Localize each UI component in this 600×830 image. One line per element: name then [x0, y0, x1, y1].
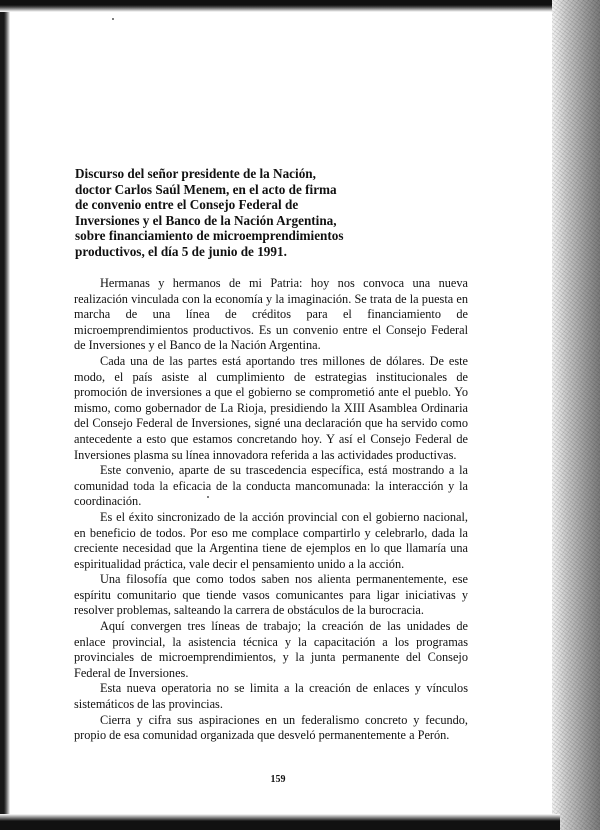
body-paragraph: Aquí convergen tres líneas de trabajo; la creación de las unidades de enlace provincial, la asistencia técnica y la capacitación a los programas provinciales de microemprendimientos, y la junta permanente del Consejo Federal de Inversiones.: [74, 619, 468, 680]
title-line: sobre financiamiento de microemprendimientos: [75, 228, 344, 244]
title-line: de convenio entre el Consejo Federal de: [75, 197, 299, 213]
scan-speck: [112, 18, 114, 20]
speech-title: [75, 166, 375, 260]
page-number: 159: [270, 774, 286, 785]
body-paragraph: Cada una de las partes está aportando tres millones de dólares. De este modo, el país asiste al cumplimiento de estrategias institucionales de promoción de inversiones a que el gobierno se comprometió ante el pueblo. Yo mismo, como gobernador de La Rioja, presidiendo la XIII Asamblea Ordinaria del Consejo Federal de Inversiones, signé una declaración que ha servido como antecedente a esto que estamos concretando hoy. Y así el Consejo Federal de Inversiones plasma su línea innovadora referida a las actividades productivas.: [74, 353, 468, 462]
scan-bottom-edge: [0, 814, 560, 830]
scan-top-edge: [0, 0, 560, 12]
title-line: productivos, el día 5 de junio de 1991.: [75, 243, 287, 259]
body-paragraph: Esta nueva operatoria no se limita a la creación de enlaces y vínculos sistemáticos de las provincias.: [74, 681, 468, 712]
speech-body: [74, 276, 468, 744]
title-line: doctor Carlos Saúl Menem, en el acto de firma: [75, 181, 337, 197]
body-paragraph: Cierra y cifra sus aspiraciones en un federalismo concreto y fecundo, propio de esa comunidad organizada que desveló permanentemente a Perón.: [74, 712, 468, 743]
title-line: Discurso del señor presidente de la Nación,: [75, 166, 316, 181]
body-paragraph: Una filosofía que como todos saben nos alienta permanentemente, ese espíritu comunitario que tiende vasos comunicantes para ligar iniciativas y resolver problemas, salteando la carrera de obstáculos de la burocracia.: [74, 572, 468, 618]
title-line: Inversiones y el Banco de la Nación Argentina,: [75, 212, 337, 228]
body-paragraph: Hermanas y hermanos de mi Patria: hoy nos convoca una nueva realización vinculada con la economía y la imaginación. Se trata de la puesta en marcha de una línea de créditos para el financiamiento de microemprendimientos productivos. Es un convenio entre el Consejo Federal de Inversiones y el Banco de la Nación Argentina.: [74, 276, 468, 353]
body-paragraph: Este convenio, aparte de su trascedencia específica, está mostrando a la comunidad toda la eficacia de la conducta mancomunada: la interacción y la coordinación.: [74, 463, 468, 509]
scan-binding-edge: [0, 0, 10, 830]
body-paragraph: Es el éxito sincronizado de la acción provincial con el gobierno nacional, en beneficio de todos. Por eso me complace compartirlo y celebrarlo, dada la creciente necesidad que la Argentina tiene de ejemplos en lo que llamaría una espiritualidad práctica, vale decir el pensamiento unido a la acción.: [74, 509, 468, 571]
scan-right-edge: [552, 0, 600, 830]
